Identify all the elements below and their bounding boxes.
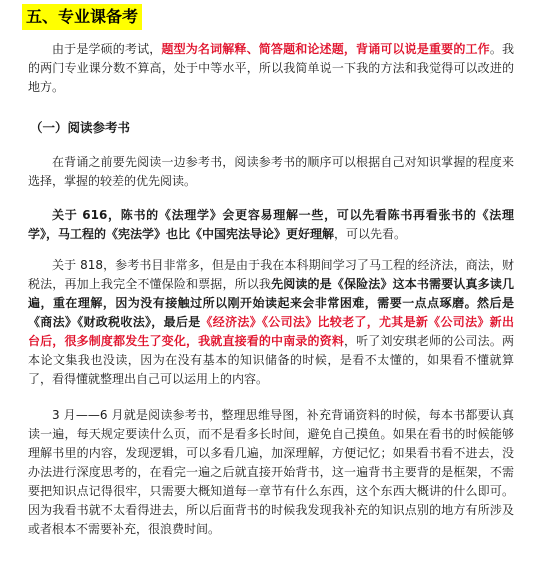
intro-text-1: 由于是学硕的考试， bbox=[52, 42, 162, 56]
paragraph-616 bbox=[28, 206, 514, 244]
paragraph-616-bold: 关于 616，陈书的《法理学》会更容易理解一些，可以先看陈书再看张书的《法理学》，马工程的《宪法学》也比《中国宪法导论》更好理解 bbox=[28, 208, 514, 241]
reading-order-paragraph: 在背诵之前要先阅读一边参考书，阅读参考书的顺序可以根据自己对知识掌握的程度来选择，掌握的较差的优先阅读。 bbox=[28, 155, 514, 188]
paragraph-818-text-1: 关于 818，参考书目非常多，但是由于我在本科期间学习了马工程的经济法，商法，财税法，再加上我完全不懂保险和票据，所以我 bbox=[28, 258, 514, 291]
intro-highlight: 题型为名词解释、简答题和论述题，背诵可以说是重要的工作 bbox=[161, 42, 490, 56]
subsection-heading: （一）阅读参考书 bbox=[30, 120, 131, 135]
paragraph-616-text: ，可以先看。 bbox=[334, 227, 407, 241]
intro-text-2: 。我的两门专业课分数不算高，处于中等水平，所以我简单说一下我的方法和我觉得可以改进的地方。 bbox=[28, 42, 514, 94]
intro-paragraph bbox=[28, 40, 514, 97]
paragraph-818 bbox=[28, 256, 514, 389]
schedule-paragraph: 3 月——6 月就是阅读参考书，整理思维导图，补充背诵资料的时候，每本书都要认真读一遍，每天规定要读什么页，而不是看多长时间，避免自己摸鱼。如果在看书的时候能够理解书里的内容，发现逻辑，可以多看几遍，加深理解，方便记忆；如果看书看不进去，没办法进行深度思考的，在看完一遍之后就直接开始背书，这一遍背书主要背的是框架，不需要把知识点记得很牢，只需要大概知道每一章节有什么东西，这个东西大概讲的什么即可。因为我看书就不太看得进去，所以后面背书的时候我发现我补充的知识点别的地方有所涉及或者根本不需要补充，很浪费时间。 bbox=[28, 408, 514, 536]
paragraph-818-highlight: 《经济法》《公司法》比较老了，尤其是新《公司法》新出台后，很多制度都发生了变化，我就直接看的中南录的资料 bbox=[28, 315, 514, 348]
paragraph-818-bold: 先阅读的是《保险法》这本书需要认真多读几遍，重在理解，因为没有接触过所以刚开始读起来会非常困难，需要一点点琢磨。然后是《商法》《财政税收法》，最后是 bbox=[28, 277, 514, 329]
paragraph-818-text-2: ，听了刘安琪老师的公司法。两本论文集我也没读，因为在没有基本的知识储备的时候，是看不太懂的，如果看不懂就算了，看得懂就整理出自己可以运用上的内容。 bbox=[28, 334, 514, 386]
section-heading: 五、专业课备考 bbox=[22, 4, 142, 30]
